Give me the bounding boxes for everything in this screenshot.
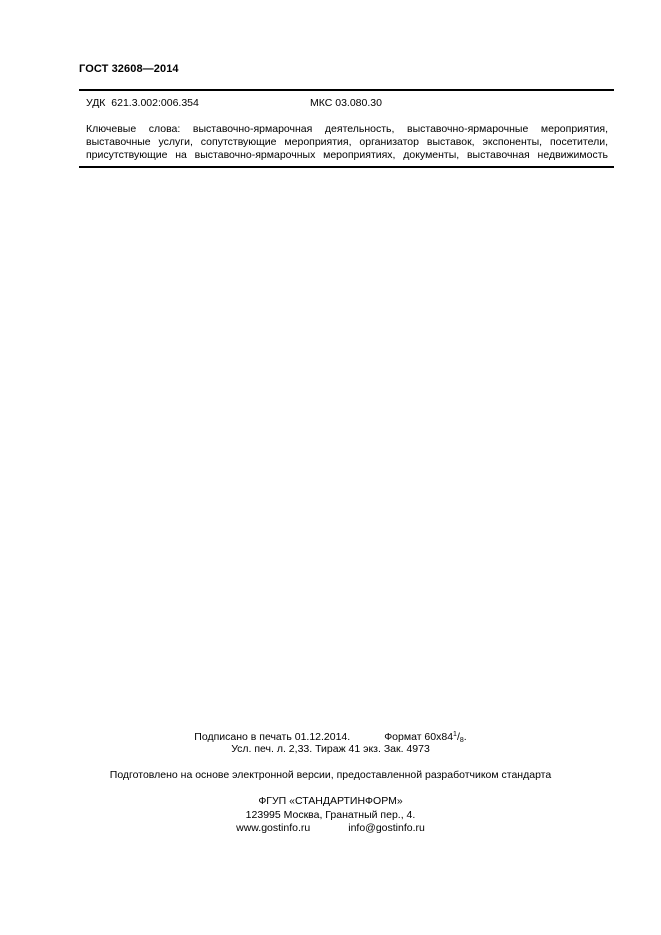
mks-code: МКС 03.080.30	[310, 97, 382, 109]
publisher-address: 123995 Москва, Гранатный пер., 4.	[245, 809, 416, 821]
prepared-note: Подготовлено на основе электронной версии, предоставленной разработчиком стандарта	[109, 769, 552, 781]
top-divider	[79, 89, 614, 91]
print-info: Усл. печ. л. 2,33. Тираж 41 экз. Зак. 4973	[231, 743, 430, 755]
signed-date: Подписано в печать 01.12.2014.	[194, 731, 351, 743]
keywords-line: присутствующие на выставочно-ярмарочных мероприятиях, документы, выставочная недвижимость	[86, 149, 608, 161]
keywords-line: выставочные услуги, сопутствующие мероприятия, организатор выставок, экспоненты, посетители,	[86, 136, 608, 148]
publisher-contacts	[0, 822, 661, 834]
bottom-divider	[79, 166, 614, 168]
email-link[interactable]: info@gostinfo.ru	[348, 822, 425, 834]
paper-format: Формат $60х84^1/_8$.	[384, 731, 467, 744]
keywords-line: Ключевые слова: выставочно-ярмарочная деятельность, выставочно-ярмарочные мероприятия,	[86, 123, 608, 135]
udk-code: УДК 621.3.002:006.354	[86, 97, 199, 109]
keywords-block	[86, 123, 608, 162]
publisher-name: ФГУП «СТАНДАРТИНФОРМ»	[258, 795, 403, 807]
standard-number: ГОСТ 32608—2014	[79, 63, 179, 75]
website-link[interactable]: www.gostinfo.ru	[236, 822, 311, 834]
